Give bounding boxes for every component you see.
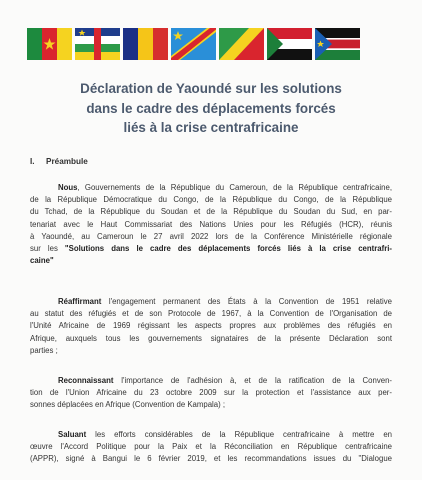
paragraph-bold-text: caine"	[30, 256, 54, 266]
section-title: Préambule	[46, 157, 88, 166]
paragraph-text: œuvre l'Accord Politique pour la Paix et la Réconciliation en République centrafricaine	[30, 442, 392, 452]
paragraph-text: sonnes déplacées en Afrique (Convention de Kampala) ;	[30, 400, 226, 410]
flag-cameroon	[27, 28, 72, 60]
paragraph-reaffirmant	[30, 296, 392, 357]
paragraph-lead: Réaffirmant	[58, 297, 102, 306]
flag-dr-congo	[171, 28, 216, 60]
paragraph-nous	[30, 182, 392, 267]
paragraph-text: à Yaoundé, au Cameroun le 27 avril 2022 lors de la Conférence Ministérielle régionale	[30, 231, 392, 241]
paragraph-text: Afrique, auxquels tous les gouvernements signataires de la présente Déclaration sont	[30, 333, 392, 343]
flag-south-sudan	[315, 28, 360, 60]
paragraph-lead: Nous	[58, 183, 78, 192]
title-line-2: dans le cadre des déplacements forcés	[86, 100, 336, 116]
paragraph-text: au statut des réfugiés et de son Protocole de 1967, à la Convention de l'Organisation de	[30, 309, 392, 319]
paragraph-text: les efforts considérables de la République centrafricaine à mettre en	[86, 430, 392, 439]
paragraph-lead: Reconnaissant	[58, 376, 114, 385]
paragraph-text: l'Unité Africaine de 1969 régissant les aspects propres aux problèmes des réfugiés en	[30, 321, 392, 331]
section-number: I.	[30, 157, 35, 166]
flag-sudan	[267, 28, 312, 60]
paragraph-text: tion de l'Union Africaine du 23 octobre 2009 sur la protection et l'assistance aux per-	[30, 388, 392, 398]
flags-banner	[27, 28, 360, 60]
paragraph-lead: Saluant	[58, 430, 87, 439]
paragraph-text: l'importance de l'adhésion à, et de la ratification de la Conven-	[113, 376, 392, 385]
paragraph-text: (APPR), signé à Bangui le 6 février 2019, et les recommandations issues du "Dialogue	[30, 454, 392, 464]
paragraph-text: de la République Démocratique du Congo, de la République du Congo, de la République	[30, 195, 392, 205]
flag-central-african-republic	[75, 28, 120, 60]
paragraph-text: , Gouvernements de la République du Cameroun, de la République centrafricaine,	[77, 183, 392, 192]
title-line-3: liés à la crise centrafricaine	[123, 120, 299, 135]
section-heading	[30, 157, 88, 166]
paragraph-text: parties ;	[30, 345, 58, 355]
flag-chad	[123, 28, 168, 60]
paragraph-text: du Tchad, de la République du Soudan et de la République du Soudan du Sud, en par-	[30, 207, 392, 217]
document-title	[0, 79, 422, 138]
paragraph-saluant	[30, 429, 392, 466]
title-line-1: Déclaration de Yaoundé sur les solutions	[80, 81, 342, 96]
paragraph-text: sur les	[30, 244, 65, 254]
paragraph-text: tenariat avec le Haut Commissariat des Nations Unies pour les Réfugiés (HCR), réunis	[30, 219, 392, 229]
flag-republic-of-congo	[219, 28, 264, 60]
paragraph-bold-text: "Solutions dans le cadre des déplacements forcés liés à la crise centrafri-	[64, 244, 392, 254]
paragraph-text: l'engagement permanent des États à la Convention de 1951 relative	[101, 297, 392, 306]
paragraph-reconnaissant	[30, 375, 392, 412]
